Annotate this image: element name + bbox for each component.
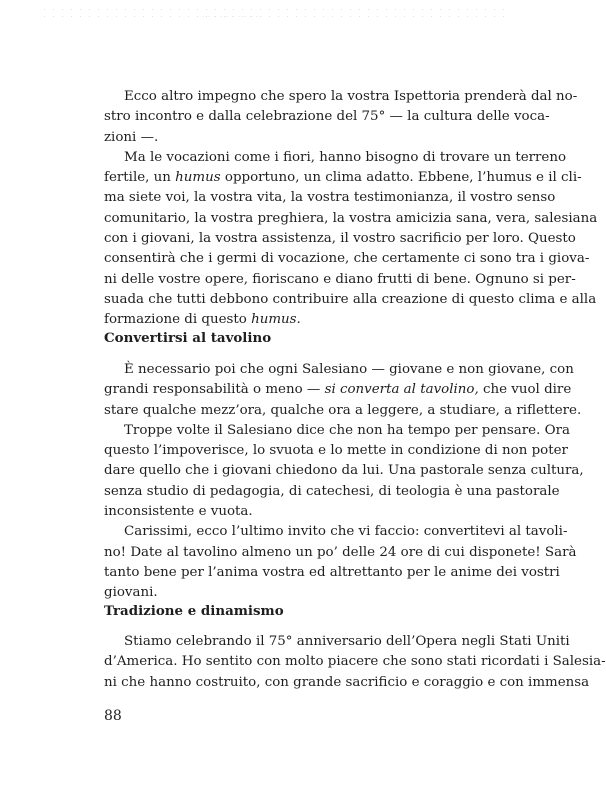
paragraph-block-vocazioni bbox=[104, 87, 598, 331]
text-segment: formazione di questo bbox=[104, 312, 252, 328]
paragraph-block-tradizione bbox=[104, 632, 606, 693]
text-line: ni che hanno costruito, con grande sacrificio e coraggio e con immensa bbox=[104, 674, 590, 690]
text-line: giovani. bbox=[104, 585, 158, 601]
text-line: comunitario, la vostra preghiera, la vostra amicizia sana, vera, salesiana bbox=[104, 210, 598, 226]
text-line: stare qualche mezz’ora, qualche ora a leggere, a studiare, a riflettere. bbox=[104, 402, 582, 418]
text-line: con i giovani, la vostra assistenza, il vostro sacrificio per loro. Questo bbox=[104, 231, 576, 247]
emphasis-text: humus bbox=[175, 170, 221, 186]
text-line: suada che tutti debbono contribuire alla creazione di questo clima e alla bbox=[104, 291, 597, 307]
text-line: ni delle vostre opere, fioriscano e diano frutti di bene. Ognuno si per- bbox=[104, 271, 576, 287]
text-line: ma siete voi, la vostra vita, la vostra testimonianza, il vostro senso bbox=[104, 190, 556, 206]
scan-noise bbox=[40, 6, 510, 20]
section-heading-tradizione: Tradizione e dinamismo bbox=[104, 603, 284, 619]
text-line: È necessario poi che ogni Salesiano — giovane e non giovane, con bbox=[124, 362, 574, 377]
text-line: zioni —. bbox=[104, 129, 159, 145]
text-segment: grandi responsabilità o meno — bbox=[104, 382, 325, 398]
text-line: stro incontro e dalla celebrazione del 75° — la cultura delle voca- bbox=[104, 109, 550, 125]
text-line: senza studio di pedagogia, di catechesi, di teologia è una pastorale bbox=[104, 483, 560, 499]
emphasis-text: si converta al tavolino, bbox=[324, 382, 479, 398]
text-line: dare quello che i giovani chiedono da lui. Una pastorale senza cultura, bbox=[104, 463, 584, 479]
text-line bbox=[104, 380, 572, 400]
text-line bbox=[104, 168, 582, 188]
emphasis-text: humus. bbox=[251, 312, 301, 328]
text-line: Troppe volte il Salesiano dice che non ha tempo per pensare. Ora bbox=[124, 422, 570, 438]
text-line: inconsistente e vuota. bbox=[104, 504, 253, 520]
text-line: Ecco altro impegno che spero la vostra Ispettoria prenderà dal no- bbox=[124, 89, 578, 104]
paragraph-block-tavolino bbox=[104, 360, 584, 604]
text-segment: fertile, un bbox=[104, 170, 176, 186]
scan-noise bbox=[200, 14, 260, 20]
text-line: no! Date al tavolino almeno un po’ delle 24 ore di cui disponete! Sarà bbox=[104, 544, 577, 560]
text-line: questo l’impoverisce, lo svuota e lo mette in condizione di non poter bbox=[104, 443, 568, 459]
page-number: 88 bbox=[104, 708, 122, 724]
text-segment: opportuno, un clima adatto. Ebbene, l’humus e il cli- bbox=[220, 170, 582, 186]
text-segment: che vuol dire bbox=[478, 382, 572, 398]
text-line: Stiamo celebrando il 75° anniversario dell’Opera negli Stati Uniti bbox=[124, 634, 570, 649]
text-line: consentirà che i germi di vocazione, che certamente ci sono tra i giova- bbox=[104, 251, 590, 267]
text-line: d’America. Ho sentito con molto piacere che sono stati ricordati i Salesia- bbox=[104, 654, 606, 670]
text-line bbox=[104, 310, 518, 330]
text-line: tanto bene per l’anima vostra ed altrettanto per le anime dei vostri bbox=[104, 564, 560, 580]
text-line: Carissimi, ecco l’ultimo invito che vi faccio: convertitevi al tavoli- bbox=[124, 524, 568, 540]
text-line: Ma le vocazioni come i fiori, hanno bisogno di trovare un terreno bbox=[124, 149, 567, 165]
section-heading-convertirsi: Convertirsi al tavolino bbox=[104, 330, 272, 346]
